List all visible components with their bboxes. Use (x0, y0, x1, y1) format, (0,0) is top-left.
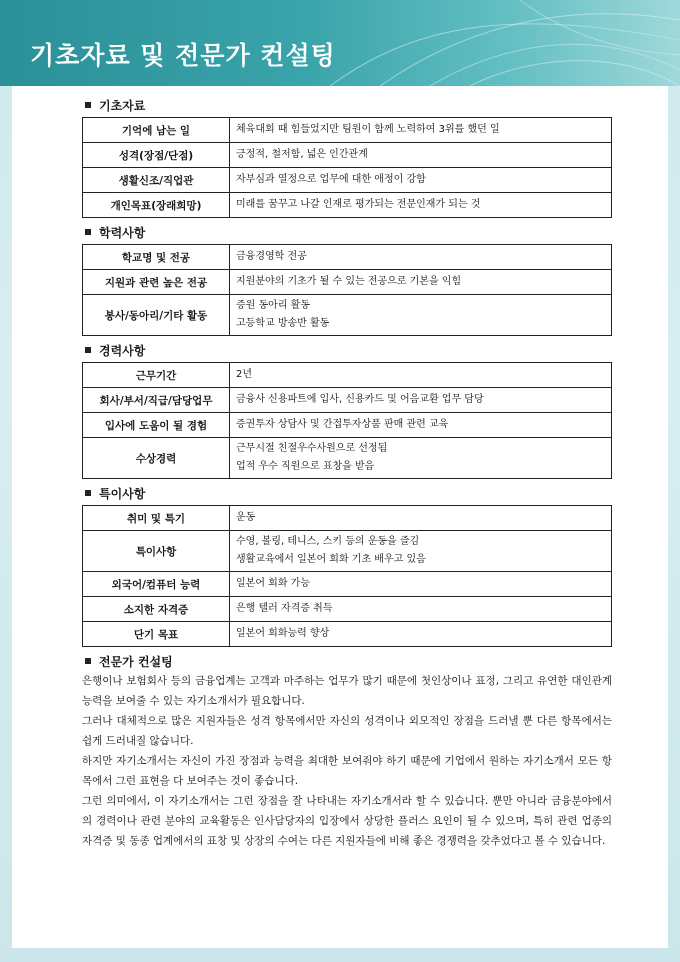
page-title: 기초자료 및 전문가 컨설팅 (30, 41, 336, 70)
section-heading-consulting: 전문가 컨설팅 (82, 652, 612, 670)
section-heading-basic: 기초자료 (82, 96, 612, 114)
consulting-text (82, 671, 612, 851)
table-row (83, 143, 612, 168)
table-row (83, 597, 612, 622)
row-value: 증권투자 상담사 및 간접투자상품 판매 관련 교육 (230, 413, 612, 438)
row-value: 일본어 회화 가능 (230, 572, 612, 597)
table-row (83, 413, 612, 438)
row-value: 체육대회 때 힘들었지만 팀원이 함께 노력하여 3위를 했던 일 (230, 118, 612, 143)
row-label: 수상경력 (83, 438, 230, 479)
row-value: 은행 텔러 자격증 취득 (230, 597, 612, 622)
row-label: 기억에 남는 일 (83, 118, 230, 143)
row-value: 근무시절 친절우수사원으로 선정됨 업적 우수 직원으로 표창을 받음 (230, 438, 612, 479)
square-bullet-icon (85, 658, 91, 664)
table-row (83, 506, 612, 531)
row-value: 운동 (230, 506, 612, 531)
section-heading-career: 경력사항 (82, 341, 612, 359)
career-table (82, 362, 612, 479)
row-label: 소지한 자격증 (83, 597, 230, 622)
row-label: 학교명 및 전공 (83, 245, 230, 270)
table-row (83, 572, 612, 597)
table-row (83, 270, 612, 295)
square-bullet-icon (85, 347, 91, 353)
row-value: 긍정적, 철저함, 넓은 인간관계 (230, 143, 612, 168)
table-row (83, 438, 612, 479)
section-heading-education: 학력사항 (82, 223, 612, 241)
row-label: 입사에 도움이 될 경험 (83, 413, 230, 438)
paragraph: 그러나 대체적으로 많은 지원자들은 성격 항목에서만 자신의 성격이나 외모적인 장점을 드러낼 뿐 다른 항목에서는 쉽게 드러내질 않습니다. (82, 715, 612, 747)
table-row (83, 531, 612, 572)
row-value: 자부심과 열정으로 업무에 대한 애정이 강함 (230, 168, 612, 193)
table-row (83, 363, 612, 388)
square-bullet-icon (85, 229, 91, 235)
table-row (83, 118, 612, 143)
table-row (83, 193, 612, 218)
paragraph: 그런 의미에서, 이 자기소개서는 그런 장점을 잘 나타내는 자기소개서라 할 수 있습니다. 뿐만 아니라 금융분야에서의 경력이나 관련 분야의 교육활동은 인사담당자의 입장에서 상당한 플러스 요인이 될 수 있으며, 특히 관련 업종의 자격증 및 동종 업계에서의 표창 및 상장의 수여는 다른 지원자들에 비해 좋은 경쟁력을 갖추었다고 볼 수 있습니다. (82, 795, 612, 847)
square-bullet-icon (85, 490, 91, 496)
row-label: 회사/부서/직급/담당업무 (83, 388, 230, 413)
row-label: 특이사항 (83, 531, 230, 572)
row-value: 지원분야의 기초가 될 수 있는 전공으로 기본을 익힘 (230, 270, 612, 295)
header-banner (0, 0, 680, 86)
special-table (82, 505, 612, 647)
row-value: 일본어 회화능력 향상 (230, 622, 612, 647)
paragraph: 은행이나 보험회사 등의 금융업계는 고객과 마주하는 업무가 많기 때문에 첫인상이나 표정, 그리고 유연한 대인관계 능력을 보여줄 수 있는 자기소개서가 필요합니다. (82, 675, 612, 707)
row-label: 성격(장점/단점) (83, 143, 230, 168)
document-page (12, 86, 668, 948)
row-label: 개인목표(장래희망) (83, 193, 230, 218)
section-heading-special: 특이사항 (82, 484, 612, 502)
square-bullet-icon (85, 102, 91, 108)
basic-info-table (82, 117, 612, 218)
row-value: 증원 동아리 활동 고등학교 방송반 활동 (230, 295, 612, 336)
table-row (83, 622, 612, 647)
row-label: 생활신조/직업관 (83, 168, 230, 193)
table-row (83, 388, 612, 413)
row-label: 외국어/컴퓨터 능력 (83, 572, 230, 597)
row-label: 봉사/동아리/기타 활동 (83, 295, 230, 336)
row-label: 지원과 관련 높은 전공 (83, 270, 230, 295)
row-value: 수영, 볼링, 테니스, 스키 등의 운동을 즐김 생활교육에서 일본어 회화 기초 배우고 있음 (230, 531, 612, 572)
row-value: 미래를 꿈꾸고 나갈 인재로 평가되는 전문인재가 되는 것 (230, 193, 612, 218)
row-label: 근무기간 (83, 363, 230, 388)
table-row (83, 168, 612, 193)
row-value: 2년 (230, 363, 612, 388)
education-table (82, 244, 612, 336)
row-label: 취미 및 특기 (83, 506, 230, 531)
row-label: 단기 목표 (83, 622, 230, 647)
row-value: 금융경영학 전공 (230, 245, 612, 270)
table-row (83, 295, 612, 336)
paragraph: 하지만 자기소개서는 자신이 가진 장점과 능력을 최대한 보여줘야 하기 때문에 기업에서 원하는 자기소개서 모든 항목에서 그런 표현을 다 보여주는 것이 좋습니다. (82, 755, 612, 787)
table-row (83, 245, 612, 270)
row-value: 금융사 신용파트에 입사, 신용카드 및 어음교환 업무 담당 (230, 388, 612, 413)
